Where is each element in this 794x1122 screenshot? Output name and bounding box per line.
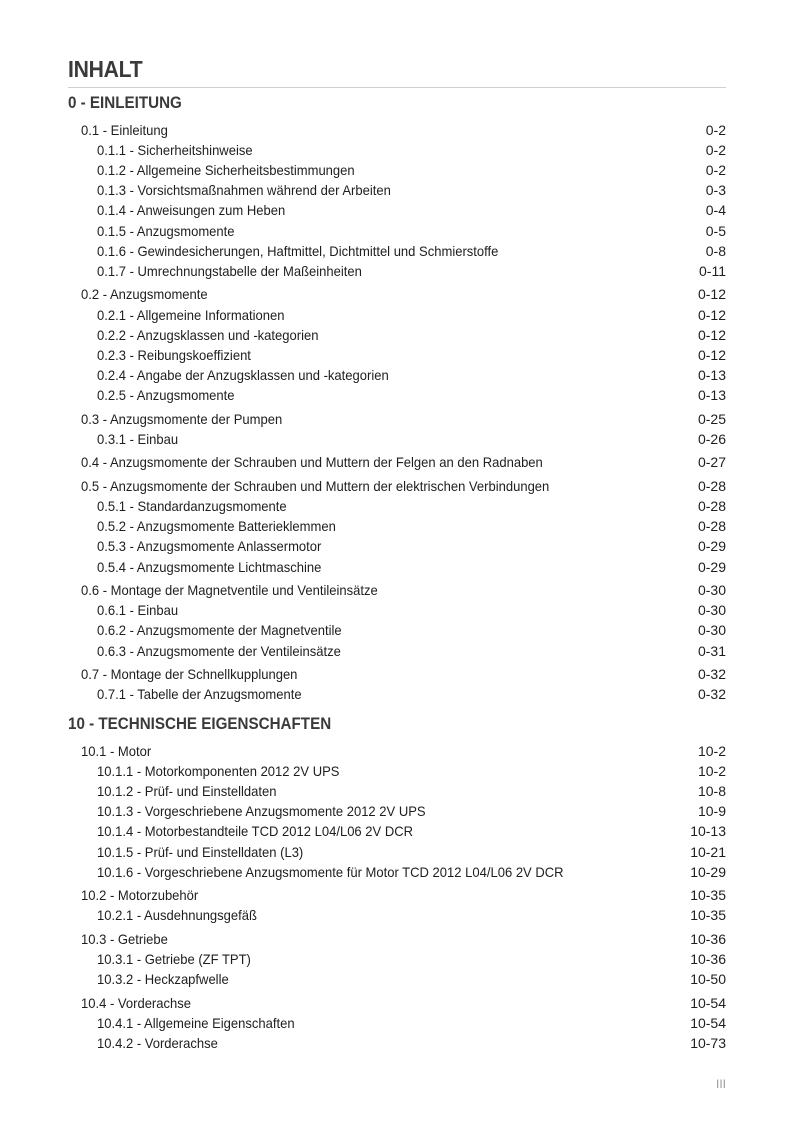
toc-section-entry[interactable] <box>81 476 726 496</box>
toc-subsection-entry[interactable] <box>97 842 726 862</box>
toc-subsection-entry[interactable] <box>97 221 726 241</box>
toc-subsection-entry-label: 10.1.4 - Motorbestandteile TCD 2012 L04/L06 2V DCR <box>97 823 414 840</box>
toc-subsection-entry-page: 0-30 <box>697 602 726 619</box>
toc-subsection-entry[interactable] <box>97 536 726 556</box>
toc-subsection-entry-page: 10-36 <box>690 951 726 968</box>
toc-subsection-entry[interactable] <box>97 905 726 925</box>
toc-subsection-entry-page: 0-3 <box>705 182 726 199</box>
toc-subsection-entry-label: 0.5.2 - Anzugsmomente Batterieklemmen <box>97 518 336 535</box>
toc-subsection-entry[interactable] <box>97 781 726 801</box>
toc-subsection-entry-label: 0.6.3 - Anzugsmomente der Ventileinsätze <box>97 642 341 659</box>
toc-subsection-entry[interactable] <box>97 325 726 345</box>
toc-subsection-entry-label: 10.3.2 - Heckzapfwelle <box>97 971 229 988</box>
toc-section-entry-label: 0.7 - Montage der Schnellkupplungen <box>81 666 298 683</box>
toc-section-entry-page: 0-30 <box>697 582 726 599</box>
toc-section-entry[interactable] <box>81 452 726 472</box>
toc-subsection-entry-label: 10.1.2 - Prüf- und Einstelldaten <box>97 783 277 800</box>
toc-subsection-entry-label: 0.5.1 - Standardanzugsmomente <box>97 498 287 515</box>
page-title: INHALT <box>68 56 143 82</box>
toc-subsection-entry[interactable] <box>97 949 726 969</box>
toc-section-entry-label: 0.5 - Anzugsmomente der Schrauben und Muttern der elektrischen Verbindungen <box>81 478 550 495</box>
toc-subsection-entry[interactable] <box>97 684 726 704</box>
toc-subsection-entry-page: 10-13 <box>690 823 726 840</box>
toc-section-entry-label: 10.1 - Motor <box>81 743 152 759</box>
toc-subsection-entry-label: 0.1.7 - Umrechnungstabelle der Maßeinheiten <box>97 262 362 279</box>
toc-subsection-entry-label: 10.4.1 - Allgemeine Eigenschaften <box>97 1015 295 1032</box>
toc-subsection-entry[interactable] <box>97 200 726 220</box>
toc-section-entry-page: 10-36 <box>690 931 726 948</box>
toc-subsection-entry[interactable] <box>97 1033 726 1053</box>
toc-section-entry-label: 0.2 - Anzugsmomente <box>81 286 208 303</box>
toc-subsection-entry-page: 10-50 <box>690 971 726 988</box>
toc-subsection-entry-label: 0.7.1 - Tabelle der Anzugsmomente <box>97 686 302 703</box>
toc-section-entry-page: 0-27 <box>697 454 726 471</box>
toc-subsection-entry-page: 10-35 <box>690 907 726 924</box>
toc-subsection-entry-label: 0.2.1 - Allgemeine Informationen <box>97 306 285 323</box>
toc-subsection-entry[interactable] <box>97 429 726 449</box>
toc-subsection-entry-label: 10.1.5 - Prüf- und Einstelldaten (L3) <box>97 843 304 860</box>
toc-section-entry-page: 10-54 <box>690 995 726 1011</box>
toc-subsection-entry-page: 0-26 <box>697 430 726 447</box>
toc-subsection-entry-page: 0-12 <box>697 326 726 343</box>
toc-subsection-entry-label: 10.1.6 - Vorgeschriebene Anzugsmomente für Motor TCD 2012 L04/L06 2V DCR <box>97 863 564 880</box>
toc-subsection-entry[interactable] <box>97 801 726 821</box>
toc-subsection-entry-page: 0-29 <box>697 538 726 555</box>
toc-subsection-entry-label: 0.1.1 - Sicherheitshinweise <box>97 142 253 159</box>
toc-subsection-entry-page: 0-11 <box>699 262 726 279</box>
toc-subsection-entry-page: 0-31 <box>697 642 726 659</box>
toc-subsection-entry-page: 0-4 <box>705 202 726 219</box>
toc-subsection-entry-label: 0.1.5 - Anzugsmomente <box>97 222 235 239</box>
toc-section-entry[interactable] <box>81 885 726 905</box>
toc-subsection-entry-label: 10.1.3 - Vorgeschriebene Anzugsmomente 2012 2V UPS <box>97 803 426 820</box>
toc-subsection-entry-label: 0.3.1 - Einbau <box>97 430 179 447</box>
toc-section-entry-page: 0-12 <box>697 286 726 303</box>
toc-subsection-entry[interactable] <box>97 496 726 516</box>
chapter-heading[interactable]: 0 - EINLEITUNG <box>68 94 182 112</box>
toc-subsection-entry-page: 0-2 <box>705 162 726 179</box>
toc-subsection-entry-label: 0.6.2 - Anzugsmomente der Magnetventile <box>97 622 342 639</box>
toc-subsection-entry-label: 0.1.3 - Vorsichtsmaßnahmen während der Arbeiten <box>97 182 391 199</box>
toc-section-entry[interactable] <box>81 120 726 140</box>
toc-subsection-entry-page: 0-28 <box>697 518 726 535</box>
toc-subsection-entry[interactable] <box>97 365 726 385</box>
toc-section-entry-label: 10.4 - Vorderachse <box>81 995 192 1011</box>
toc-section-entry-page: 0-32 <box>697 666 726 683</box>
toc-subsection-entry-page: 0-12 <box>697 306 726 323</box>
toc-subsection-entry[interactable] <box>97 261 726 281</box>
toc-subsection-entry[interactable] <box>97 516 726 536</box>
toc-subsection-entry-page: 10-9 <box>697 803 726 820</box>
toc-section-entry-page: 10-35 <box>690 887 726 904</box>
toc-section-entry[interactable] <box>81 741 726 761</box>
toc-subsection-entry[interactable] <box>97 821 726 841</box>
toc-subsection-entry-label: 0.2.4 - Angabe der Anzugsklassen und -kategorien <box>97 366 389 383</box>
toc-subsection-entry-page: 10-21 <box>690 843 726 860</box>
toc-subsection-entry-page: 10-2 <box>697 763 726 780</box>
toc-subsection-entry-page: 0-28 <box>697 498 726 515</box>
toc-subsection-entry-label: 0.5.3 - Anzugsmomente Anlassermotor <box>97 538 322 555</box>
toc-subsection-entry-page: 0-29 <box>697 558 726 575</box>
toc-section-entry-page: 0-28 <box>697 478 726 495</box>
toc-subsection-entry[interactable] <box>97 761 726 781</box>
toc-subsection-entry[interactable] <box>97 160 726 180</box>
toc-subsection-entry-page: 10-29 <box>690 863 726 880</box>
toc-subsection-entry[interactable] <box>97 385 726 405</box>
chapter-heading[interactable]: 10 - TECHNISCHE EIGENSCHAFTEN <box>68 715 332 733</box>
toc-section-entry-label: 10.3 - Getriebe <box>81 931 168 948</box>
toc-subsection-entry[interactable] <box>97 180 726 200</box>
toc-subsection-entry-page: 0-2 <box>705 142 726 159</box>
toc-subsection-entry[interactable] <box>97 305 726 325</box>
toc-section-entry-page: 0-25 <box>697 410 726 427</box>
toc-subsection-entry-page: 0-13 <box>697 386 726 403</box>
toc-section-entry-label: 0.6 - Montage der Magnetventile und Ventileinsätze <box>81 582 378 599</box>
toc-subsection-entry-page: 0-12 <box>697 346 726 363</box>
toc-subsection-entry[interactable] <box>97 557 726 577</box>
toc-subsection-entry-label: 10.3.1 - Getriebe (ZF TPT) <box>97 951 251 968</box>
toc-section-entry-label: 0.3 - Anzugsmomente der Pumpen <box>81 410 283 427</box>
toc-subsection-entry-label: 0.1.6 - Gewindesicherungen, Haftmittel, Dichtmittel und Schmierstoffe <box>97 242 499 259</box>
toc-subsection-entry[interactable] <box>97 345 726 365</box>
toc-subsection-entry-label: 10.2.1 - Ausdehnungsgefäß <box>97 907 257 924</box>
toc-subsection-entry-page: 0-8 <box>705 242 726 259</box>
toc-subsection-entry-page: 0-30 <box>697 622 726 639</box>
toc-section-entry-page: 0-2 <box>705 122 726 138</box>
toc-subsection-entry-label: 0.1.4 - Anweisungen zum Heben <box>97 202 286 219</box>
toc-subsection-entry[interactable] <box>97 969 726 989</box>
toc-section-entry-page: 10-2 <box>697 743 726 759</box>
toc-subsection-entry-label: 0.6.1 - Einbau <box>97 602 179 619</box>
toc-subsection-entry-page: 10-8 <box>697 783 726 800</box>
toc-section-entry-label: 0.4 - Anzugsmomente der Schrauben und Muttern der Felgen an den Radnaben <box>81 454 543 471</box>
toc-section-entry[interactable] <box>81 580 726 600</box>
toc-section-entry-label: 10.2 - Motorzubehör <box>81 887 199 904</box>
toc-subsection-entry-label: 0.2.5 - Anzugsmomente <box>97 386 235 403</box>
toc-subsection-entry[interactable] <box>97 862 726 882</box>
toc-section-entry[interactable] <box>81 993 726 1013</box>
toc-subsection-entry-label: 0.2.2 - Anzugsklassen und -kategorien <box>97 326 319 343</box>
toc-subsection-entry[interactable] <box>97 641 726 661</box>
toc-section-entry-label: 0.1 - Einleitung <box>81 122 168 138</box>
toc-subsection-entry-page: 10-54 <box>690 1015 726 1032</box>
toc-subsection-entry-label: 10.4.2 - Vorderachse <box>97 1035 218 1052</box>
toc-section-entry[interactable] <box>81 284 726 304</box>
toc-subsection-entry-page: 0-32 <box>697 686 726 703</box>
toc-subsection-entry[interactable] <box>97 241 726 261</box>
toc-subsection-entry[interactable] <box>97 620 726 640</box>
page-number: III <box>715 1077 726 1091</box>
toc-subsection-entry-page: 10-73 <box>690 1035 726 1052</box>
toc-subsection-entry[interactable] <box>97 140 726 160</box>
toc-subsection-entry-page: 0-13 <box>697 366 726 383</box>
toc-section-entry[interactable] <box>81 664 726 684</box>
toc-subsection-entry[interactable] <box>97 600 726 620</box>
toc-subsection-entry-label: 10.1.1 - Motorkomponenten 2012 2V UPS <box>97 763 340 780</box>
toc-subsection-entry-label: 0.5.4 - Anzugsmomente Lichtmaschine <box>97 558 322 575</box>
toc-section-entry[interactable] <box>81 929 726 949</box>
toc-subsection-entry-label: 0.1.2 - Allgemeine Sicherheitsbestimmungen <box>97 162 355 179</box>
toc-subsection-entry[interactable] <box>97 1013 726 1033</box>
toc-subsection-entry-page: 0-5 <box>705 222 726 239</box>
toc-section-entry[interactable] <box>81 409 726 429</box>
toc-subsection-entry-label: 0.2.3 - Reibungskoeffizient <box>97 346 251 363</box>
